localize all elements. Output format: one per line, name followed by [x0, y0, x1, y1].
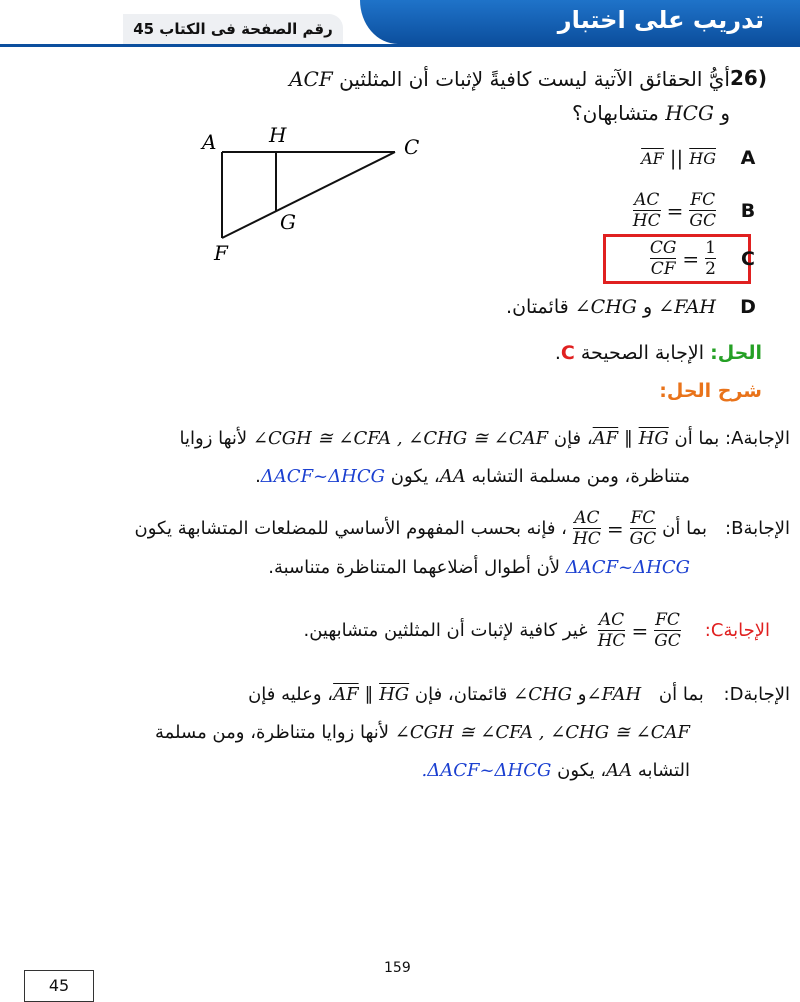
option-c[interactable] [650, 238, 758, 279]
solution-line: الحل: الإجابة الصحيحة C. [554, 342, 762, 364]
option-c-frac1: $\frac{CG}{CF}$ [649, 238, 677, 279]
question-number: 26) [730, 66, 767, 90]
label-g: G [280, 210, 296, 234]
option-d-post: قائمتان. [506, 296, 569, 318]
option-a-parallel: || [669, 146, 684, 170]
option-a-letter: A [740, 147, 756, 169]
answer-d-similarity: .ΔACF~ΔHCG [421, 760, 552, 781]
answer-d-congruence: ∠CGH ≅ ∠CFA , ∠CHG ≅ ∠CAF [394, 722, 690, 743]
answer-b-tag: الإجابةB: [725, 517, 790, 539]
triangle-acf: ACF [289, 67, 333, 91]
option-b-frac1: $\frac{AC}{HC}$ [632, 190, 661, 231]
footer-box-number: 45 [24, 970, 94, 1002]
label-c: C [404, 135, 420, 159]
answer-a-similarity: ΔACF~ΔHCG [260, 466, 385, 487]
label-h: H [269, 123, 287, 147]
question-line-1: أيُّ الحقائق الآتية ليست كافيةً لإثبات أن المثلثين [339, 67, 730, 91]
answer-c-explanation: الإجابةC: $\frac{AC}{HC}$ = $\frac{FC}{GC}$ غير كافية لإثبات أن المثلثين متشابهين. [303, 610, 770, 651]
option-d[interactable] [506, 296, 758, 318]
option-c-equals: = [682, 246, 700, 271]
solution-text: الإجابة الصحيحة [580, 342, 705, 364]
triangle-figure [190, 118, 450, 268]
section-title: تدريب على اختبار [360, 0, 800, 44]
page-header [0, 0, 800, 48]
answer-d-tag: الإجابةD: [723, 684, 790, 705]
option-c-letter: C [741, 247, 755, 270]
answer-a-congruence: ∠CGH ≅ ∠CFA , ∠CHG ≅ ∠CAF [252, 428, 549, 449]
option-b[interactable] [633, 190, 758, 231]
answer-c-tag: الإجابةC: [704, 619, 770, 641]
answer-b-similarity: ΔACF~ΔHCG [565, 557, 690, 578]
label-a: A [202, 130, 217, 154]
option-c-frac2: $\frac{1}{2}$ [705, 238, 716, 279]
label-f: F [214, 241, 228, 265]
option-b-frac2: $\frac{FC}{GC}$ [689, 190, 716, 231]
answer-a-explanation: الإجابةA: بما أن AF ∥ HG، فإن ∠CGH ≅ ∠CFA , ∠CHG ≅ ∠CAF لأنها زوايا متناظرة، ومن مسلمة التشابه AA، يكون ΔACF~ΔHCG. [179, 428, 790, 487]
explanation-heading: شرح الحل: [659, 380, 762, 402]
triangle-hcg: HCG [665, 101, 714, 125]
option-d-conj: و [643, 296, 653, 318]
option-d-letter: D [740, 296, 756, 318]
answer-a-tag: الإجابةA: [725, 428, 790, 449]
option-a-seg2: $\overline{HG}$ [689, 148, 716, 168]
segment-fc [222, 152, 395, 238]
solution-label: الحل: [710, 342, 762, 364]
angle-fah: ∠FAH [658, 296, 716, 318]
solution-answer: C [560, 342, 575, 364]
header-divider [0, 44, 800, 47]
answer-b-explanation: الإجابةB: بما أن $\frac{AC}{HC}$ = $\frac{FC}{GC}$ ، فإنه بحسب المفهوم الأساسي للمضلعات المتشابهة يكون ΔACF~ΔHCG لأن أطوال أضلاعهما المتناظرة متناسبة. [134, 508, 790, 578]
option-b-equals: = [666, 198, 684, 223]
conjunction: و [720, 101, 730, 125]
option-a[interactable] [641, 146, 758, 170]
question-line-2: متشابهان؟ [572, 101, 659, 125]
answer-d-explanation: الإجابةD: بما أن ∠FAHو ∠CHG قائمتان، فإن AF ∥ HG، وعليه فإن ∠CGH ≅ ∠CFA , ∠CHG ≅ ∠CAF لأنها زوايا متناظرة، ومن مسلمة التشابه AA، يكون .ΔACF~ΔHCG [155, 684, 790, 781]
option-d-text [506, 296, 716, 318]
angle-chg: ∠CHG [574, 296, 637, 318]
book-page-reference: رقم الصفحة فى الكتاب 45 [123, 14, 343, 44]
option-a-seg1: $\overline{AF}$ [641, 148, 664, 168]
option-b-letter: B [740, 199, 756, 222]
page-number: 159 [384, 960, 411, 976]
